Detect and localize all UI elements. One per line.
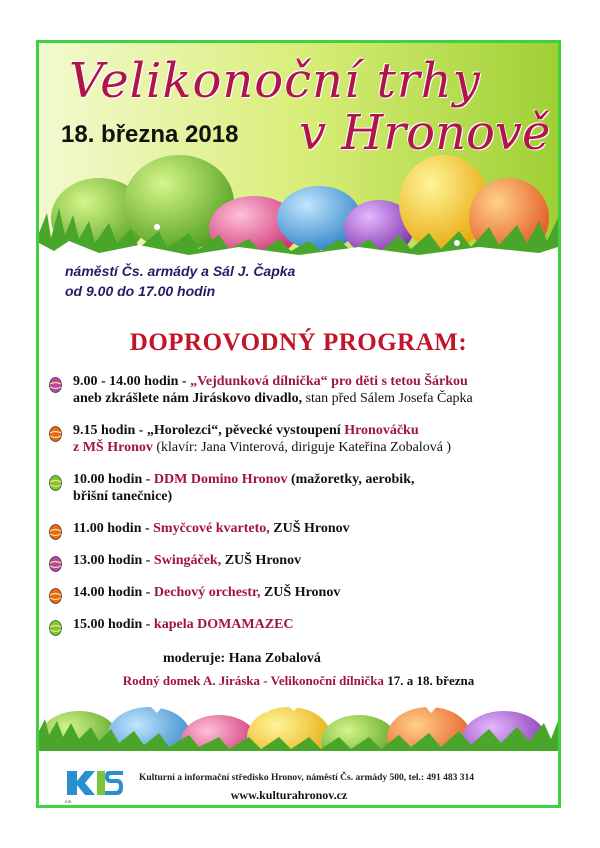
item-time: 15.00 hodin - <box>73 617 154 632</box>
item-time: 10.00 hodin - <box>73 472 154 487</box>
program-item <box>49 520 554 537</box>
item-text: ZUŠ Hronov <box>260 585 341 600</box>
item-time: 13.00 hodin - <box>73 553 154 568</box>
item-highlight: Swingáček, <box>153 553 222 568</box>
item-highlight: kapela DOMAMAZEC <box>153 617 294 632</box>
program-item <box>49 552 554 569</box>
program-item <box>49 471 554 505</box>
item-time: 14.00 hodin - <box>73 585 154 600</box>
item-highlight: „Vejdunková dílnička“ pro děti s tetou Šárkou <box>190 374 468 389</box>
easter-egg-icon <box>49 425 62 442</box>
item-text: „Horolezci“, pěvecké vystoupení <box>146 423 345 438</box>
item-time: 11.00 hodin - <box>73 521 154 536</box>
item-text: ZUŠ Hronov <box>269 521 350 536</box>
program-heading: DOPROVODNÝ PROGRAM: <box>129 329 468 356</box>
footer-eggs-grass <box>39 691 558 751</box>
website-link[interactable]: www.kulturahronov.cz <box>230 788 348 802</box>
item-time: 9.00 - 14.00 hodin - <box>73 374 191 389</box>
item-text: (mažoretky, aerobik, <box>287 472 415 487</box>
item-note: stan před Sálem Josefa Čapka <box>302 391 473 406</box>
event-title-line1: Velikonoční trhy <box>69 53 481 109</box>
venue-info <box>65 261 295 301</box>
moderator: moderuje: Hana Zobalová <box>163 651 321 666</box>
event-date: 18. března 2018 <box>61 121 239 148</box>
item-time: 9.15 hodin - <box>73 423 147 438</box>
item-highlight: DDM Domino Hronov <box>153 472 288 487</box>
easter-egg-icon <box>49 523 62 540</box>
item-text: ZUŠ Hronov <box>221 553 302 568</box>
item-highlight: Dechový orchestr, <box>153 585 261 600</box>
item-highlight-2: z MŠ Hronov <box>73 440 153 455</box>
easter-egg-icon <box>49 474 62 491</box>
kis-logo <box>63 765 125 805</box>
venue-location: náměstí Čs. armády a Sál J. Čapka <box>65 263 296 279</box>
museum-highlight: Rodný domek A. Jiráska - Velikonoční dílnička <box>122 673 384 688</box>
organizer-info: Kulturní a informační středisko Hronov, náměstí Čs. armády 500, tel.: 491 483 314 <box>139 773 474 783</box>
item-text-2: břišní tanečnice) <box>73 489 173 504</box>
poster-frame <box>36 40 561 808</box>
easter-egg-icon <box>49 619 62 636</box>
easter-egg-icon <box>49 376 62 393</box>
logo-caption: KIS <box>65 799 72 804</box>
easter-egg-icon <box>49 555 62 572</box>
museum-dates: 17. a 18. března <box>383 673 475 688</box>
item-text: aneb zkrášlete nám Jiráskovo divadlo, <box>73 391 303 406</box>
venue-hours: od 9.00 do 17.00 hodin <box>65 283 216 299</box>
program-item <box>49 616 554 633</box>
item-highlight: Hronováčku <box>344 423 419 438</box>
item-note: (klavír: Jana Vinterová, diriguje Kateřina Zobalová ) <box>152 440 452 455</box>
program-list <box>49 373 554 648</box>
museum-note <box>39 673 558 689</box>
event-title-line2: v Hronově <box>299 105 551 161</box>
program-item <box>49 584 554 601</box>
header-banner <box>39 43 558 258</box>
program-item <box>49 422 554 456</box>
item-highlight: Smyčcové kvarteto, <box>153 521 270 536</box>
program-item <box>49 373 554 407</box>
easter-egg-icon <box>49 587 62 604</box>
